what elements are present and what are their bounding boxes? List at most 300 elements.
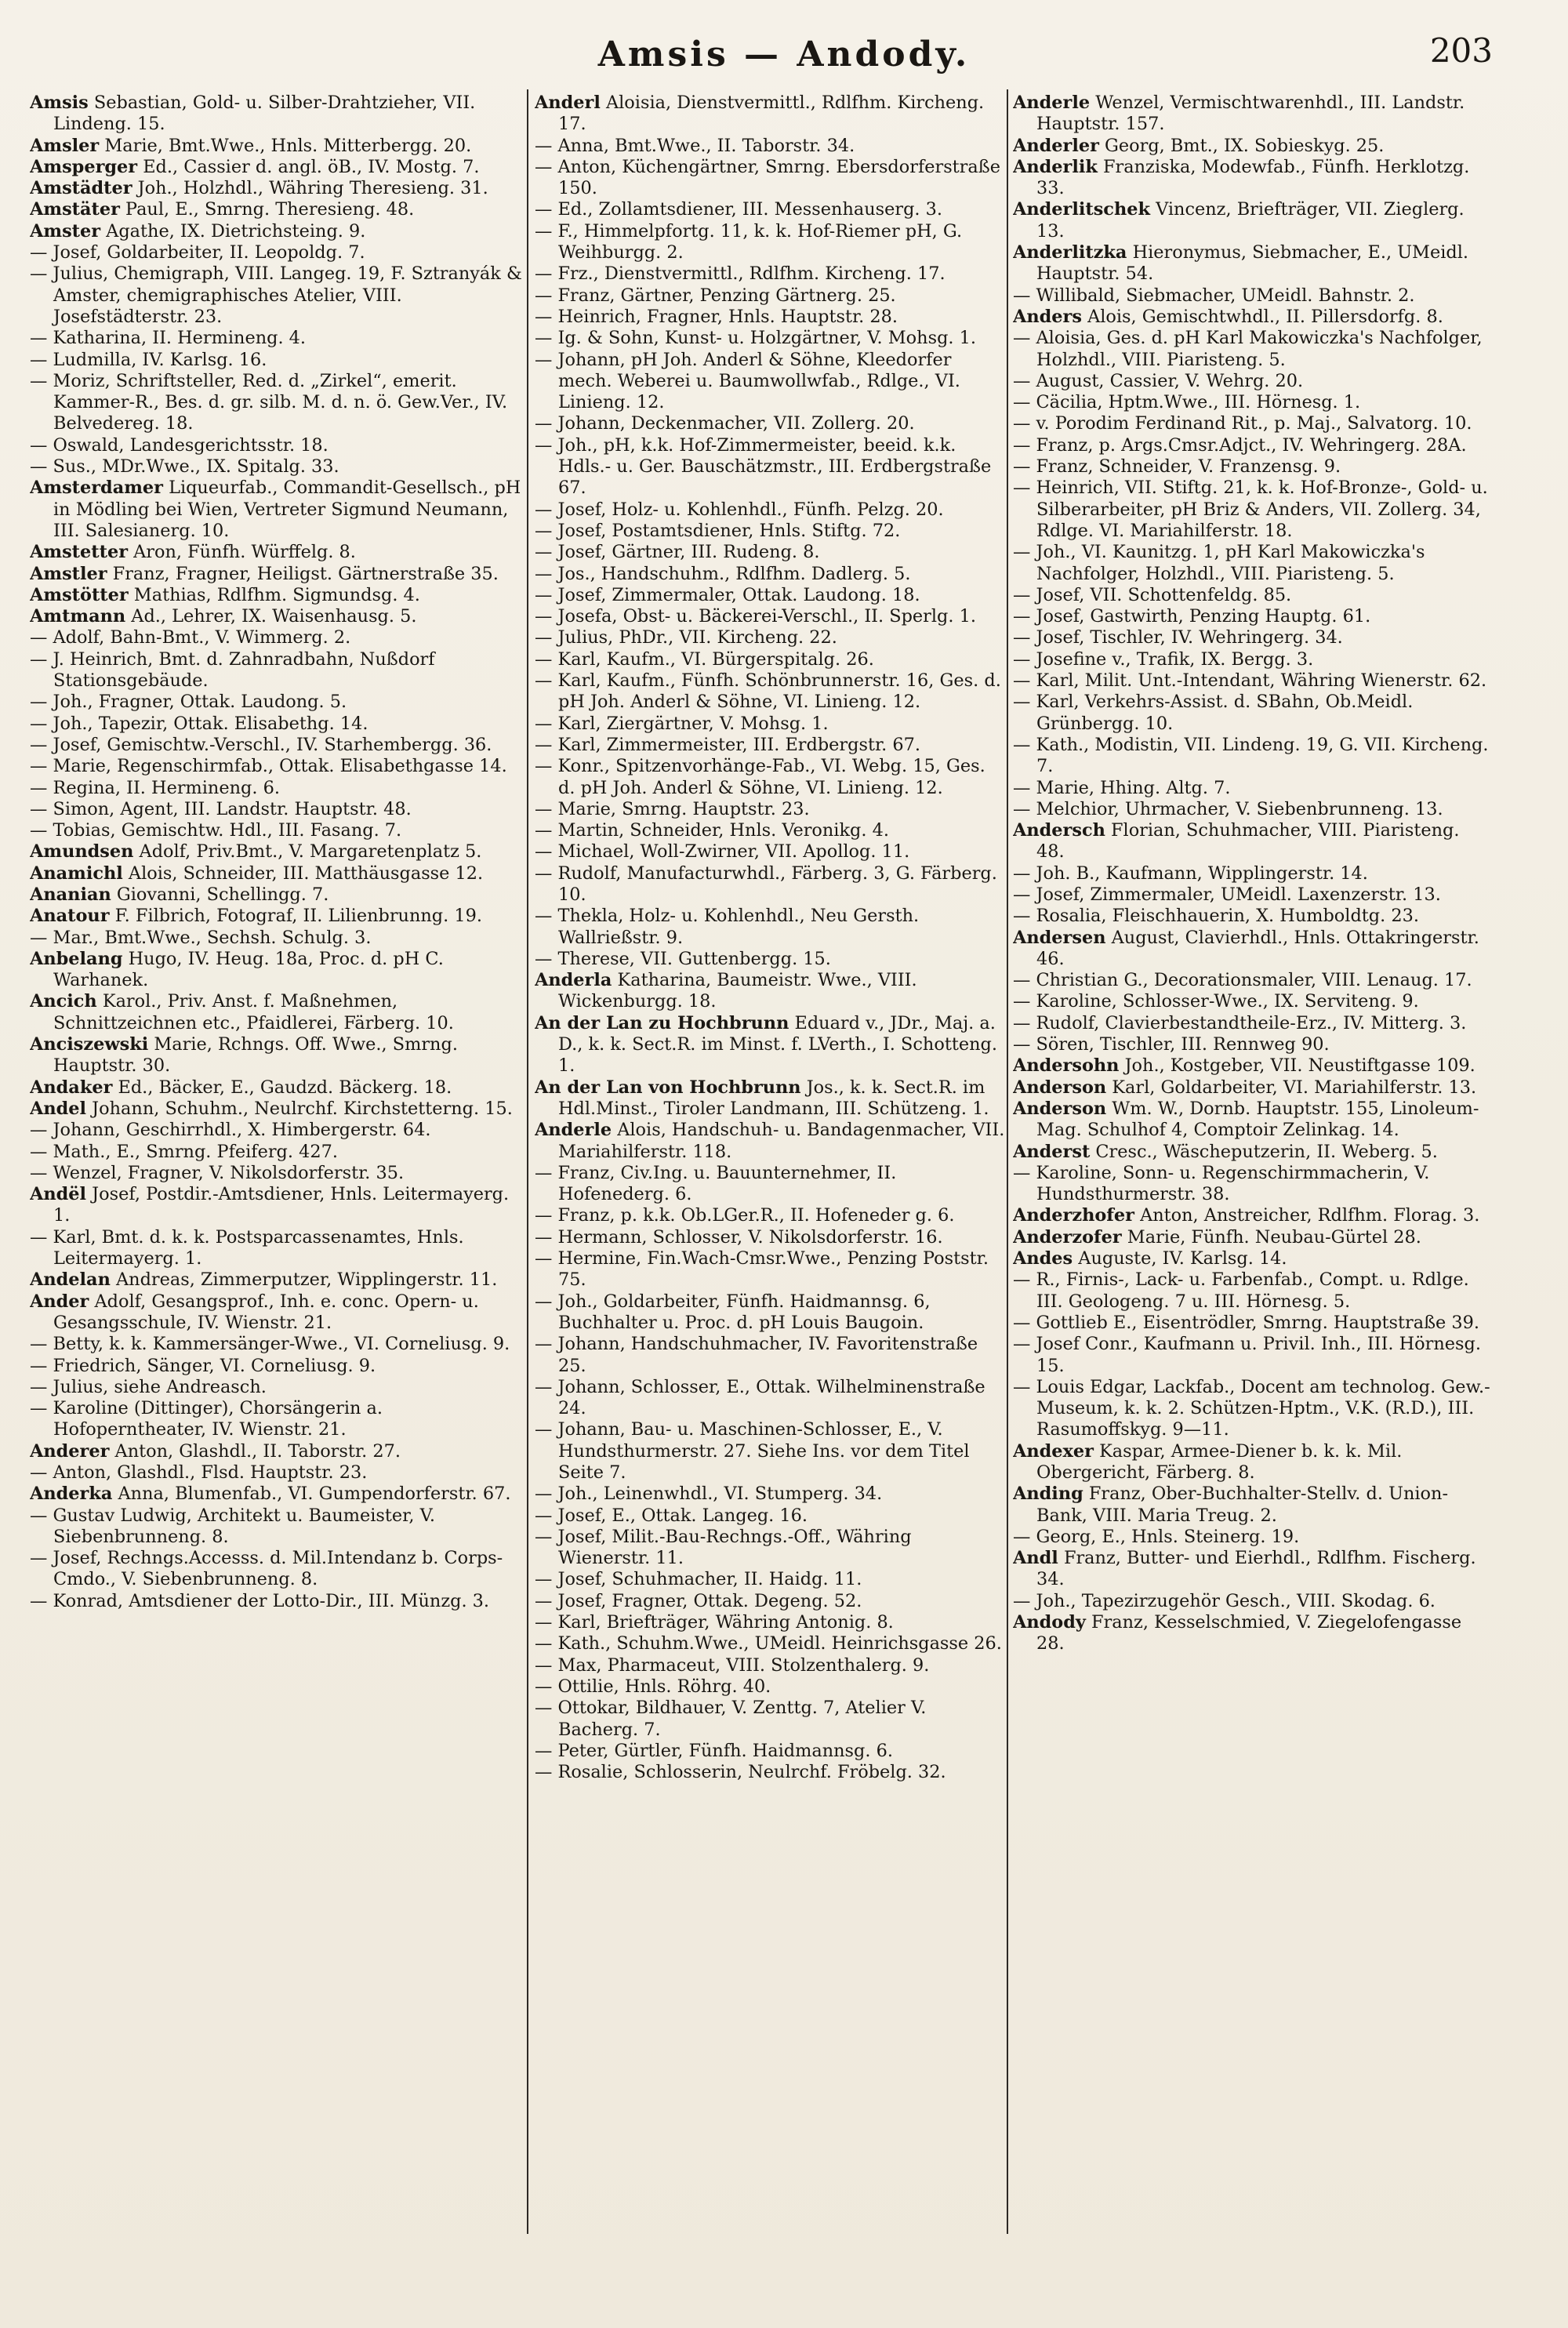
entry-details: Kaspar, Armee-Diener b. k. k. Mil. Obergericht, Färberg. 8. <box>1036 1440 1403 1483</box>
entry-details: Josef, Postdir.-Amtsdiener, Hnls. Leitermayerg. 1. <box>53 1184 510 1226</box>
entry-details: Franz, Kesselschmied, V. Ziegelofengasse 28. <box>1036 1612 1462 1654</box>
directory-entry <box>1013 285 1491 307</box>
directory-entry <box>1013 542 1491 585</box>
entry-details: Alois, Gemischtwhdl., II. Pillersdorfg. 8. <box>1081 306 1443 327</box>
directory-entry <box>535 906 1005 949</box>
entry-details: Ed., Cassier d. angl. öB., IV. Mostg. 7. <box>137 156 480 177</box>
entry-details: — Frz., Dienstvermittl., Rdlfhm. Kircheng. 17. <box>535 263 946 285</box>
directory-entry <box>1013 1548 1491 1591</box>
entry-details: Hugo, IV. Heug. 18a, Proc. d. pH C. Warhanek. <box>53 948 444 991</box>
entry-surname: Anderson <box>1013 1077 1107 1098</box>
directory-entry <box>535 136 1005 157</box>
directory-entry <box>30 1227 525 1270</box>
entry-details: — Josef, Postamtsdiener, Hnls. Stiftg. 72. <box>535 520 901 541</box>
directory-entry <box>1013 778 1491 799</box>
directory-entry <box>30 778 525 799</box>
entry-details: — Johann, Deckenmacher, VII. Zollerg. 20. <box>535 413 915 434</box>
entry-details: — Karoline, Schlosser-Wwe., IX. Serviteng. 9. <box>1013 991 1419 1012</box>
entry-details: — Rosalie, Schlosserin, Neulrchf. Fröbelg. 32. <box>535 1762 946 1783</box>
entry-details: — Marie, Smrng. Hauptstr. 23. <box>535 798 810 819</box>
entry-details: — Josef, Milit.-Bau-Rechngs.-Off., Währing Wienerstr. 11. <box>535 1526 912 1569</box>
directory-entry <box>535 1120 1005 1163</box>
entry-details: Aloisia, Dienstvermittl., Rdlfhm. Kircheng. 17. <box>558 93 985 135</box>
entry-details: Hieronymus, Siebmacher, E., UMeidl. Hauptstr. 54. <box>1036 242 1469 285</box>
entry-details: — Willibald, Siebmacher, UMeidl. Bahnstr. 2. <box>1013 285 1415 306</box>
entry-surname: Anderle <box>535 1120 612 1141</box>
entry-surname: Anatour <box>30 906 110 927</box>
directory-entry <box>535 435 1005 499</box>
directory-entry <box>535 199 1005 220</box>
entry-details: — Gottlieb E., Eisentrödler, Smrng. Hauptstraße 39. <box>1013 1312 1480 1333</box>
entry-details: — R., Firnis-, Lack- u. Farbenfab., Compt. u. Rdlge. III. Geologeng. 7 u. III. Hörnesg. 5. <box>1013 1269 1469 1312</box>
entry-surname: Anbelang <box>30 948 123 969</box>
directory-entry <box>30 478 525 542</box>
directory-entry <box>30 735 525 756</box>
directory-entry <box>30 93 525 136</box>
directory-entry <box>535 820 1005 841</box>
entry-details: Marie, Bmt.Wwe., Hnls. Mitterbergg. 20. <box>99 135 472 156</box>
directory-entry <box>30 328 525 349</box>
directory-entry <box>535 1762 1005 1783</box>
entry-details: — Georg, E., Hnls. Steinerg. 19. <box>1013 1526 1300 1547</box>
directory-entry <box>535 1248 1005 1291</box>
entry-details: Andreas, Zimmerputzer, Wipplingerstr. 11. <box>110 1269 498 1291</box>
directory-entry <box>1013 799 1491 820</box>
entry-surname: Anderka <box>30 1484 113 1505</box>
entry-details: — Betty, k. k. Kammersänger-Wwe., VI. Corneliusg. 9. <box>30 1334 510 1355</box>
entry-details: — Joh., Tapezir, Ottak. Elisabethg. 14. <box>30 713 368 734</box>
entry-details: Eduard v., JDr., Maj. a. D., k. k. Sect.R. im Minst. f. LVerth., I. Schotteng. 1. <box>558 1012 997 1077</box>
entry-details: — Franz, Civ.Ing. u. Bauunternehmer, II. Hofenederg. 6. <box>535 1162 897 1205</box>
entry-details: — Karl, Kaufm., VI. Bürgerspitalg. 26. <box>535 648 874 670</box>
directory-entry <box>1013 478 1491 542</box>
entry-details: F. Filbrich, Fotograf, II. Lilienbrunng. 19. <box>109 906 482 927</box>
entry-details: — Ottokar, Bildhauer, V. Zenttg. 7, Atelier V. Bacherg. 7. <box>535 1698 927 1740</box>
directory-entry <box>1013 1055 1491 1077</box>
directory-entry <box>30 136 525 157</box>
entry-details: — Franz, Schneider, V. Franzensg. 9. <box>1013 456 1341 478</box>
entry-details: — Oswald, Landesgerichtsstr. 18. <box>30 434 328 456</box>
entry-details: Franz, Ober-Buchhalter-Stellv. d. Union-Bank, VIII. Maria Treug. 2. <box>1036 1484 1449 1526</box>
directory-entry <box>30 263 525 328</box>
entry-details: — Hermine, Fin.Wach-Cmsr.Wwe., Penzing Poststr. 75. <box>535 1248 989 1291</box>
directory-entry <box>1013 1377 1491 1441</box>
directory-entry <box>30 1077 525 1099</box>
entry-surname: Amstötter <box>30 584 129 605</box>
entry-surname: Anciszewski <box>30 1034 149 1055</box>
entry-details: — Anna, Bmt.Wwe., II. Taborstr. 34. <box>535 135 855 156</box>
entry-details: — Anton, Glashdl., Flsd. Hauptstr. 23. <box>30 1462 368 1483</box>
entry-details: — Julius, PhDr., VII. Kircheng. 22. <box>535 627 837 648</box>
entry-surname: Amster <box>30 220 101 242</box>
entry-details: Anton, Anstreicher, Rdlfhm. Florag. 3. <box>1134 1205 1480 1226</box>
entry-surname: Ander <box>30 1291 89 1312</box>
directory-entry <box>30 1034 525 1077</box>
directory-entry <box>535 93 1005 136</box>
directory-entry <box>535 1163 1005 1206</box>
entry-details: Vincenz, Briefträger, VII. Zieglerg. 13. <box>1036 199 1465 242</box>
directory-entry <box>1013 906 1491 927</box>
directory-entry <box>1013 93 1491 136</box>
entry-details: — Karl, Verkehrs-Assist. d. SBahn, Ob.Meidl. Grünbergg. 10. <box>1013 692 1414 734</box>
entry-details: Mathias, Rdlfhm. Sigmundsg. 4. <box>128 584 420 605</box>
directory-entry <box>535 949 1005 970</box>
entry-details: Auguste, IV. Karlsg. 14. <box>1073 1248 1287 1269</box>
entry-surname: Anderlik <box>1013 156 1098 177</box>
entry-surname: Amstäter <box>30 199 120 220</box>
directory-entry <box>30 542 525 563</box>
directory-entry <box>535 1741 1005 1762</box>
entry-details: Joh., Holzhdl., Währing Theresieng. 31. <box>132 178 488 199</box>
entry-details: — Johann, Handschuhmacher, IV. Favoritenstraße 25. <box>535 1334 978 1376</box>
entry-details: Aron, Fünfh. Würffelg. 8. <box>128 542 356 563</box>
entry-details: Marie, Fünfh. Neubau-Gürtel 28. <box>1121 1226 1421 1248</box>
entry-details: Wenzel, Vermischtwarenhdl., III. Landstr. Hauptstr. 157. <box>1036 93 1465 135</box>
directory-entry <box>30 371 525 435</box>
entry-details: — Peter, Gürtler, Fünfh. Haidmannsg. 6. <box>535 1740 893 1761</box>
directory-entry <box>1013 371 1491 392</box>
entry-details: Adolf, Gesangsprof., Inh. e. conc. Opern- u. Gesangsschule, IV. Wienstr. 21. <box>53 1291 479 1333</box>
entry-details: — Konr., Spitzenvorhänge-Fab., VI. Webg. 15, Ges. d. pH Joh. Anderl & Söhne, VI. Linieng. 12. <box>535 756 985 798</box>
directory-entry <box>1013 1013 1491 1034</box>
directory-entry <box>30 178 525 199</box>
directory-entry <box>1013 199 1491 242</box>
entry-details: Georg, Bmt., IX. Sobieskyg. 25. <box>1098 135 1385 156</box>
directory-entry <box>535 413 1005 434</box>
directory-entry <box>1013 1313 1491 1334</box>
directory-entry <box>30 863 525 884</box>
entry-details: — Hermann, Schlosser, V. Nikolsdorferstr. 16. <box>535 1226 943 1248</box>
entry-details: — Ed., Zollamtsdiener, III. Messenhauserg. 3. <box>535 199 943 220</box>
entry-details: — Thekla, Holz- u. Kohlenhdl., Neu Gersth. Wallrießstr. 9. <box>535 906 920 948</box>
directory-entry <box>1013 1441 1491 1484</box>
entry-details: Jos., k. k. Sect.R. im Hdl.Minst., Tiroler Landmann, III. Schützeng. 1. <box>558 1077 989 1119</box>
entry-details: Ad., Lehrer, IX. Waisenhausg. 5. <box>125 606 417 627</box>
entry-surname: Amundsen <box>30 841 134 863</box>
entry-surname: Andersen <box>1013 927 1106 948</box>
directory-entry <box>535 521 1005 542</box>
entry-details: — Anton, Küchengärtner, Smrng. Ebersdorferstraße 150. <box>535 156 1000 199</box>
entry-details: — F., Himmelpfortg. 11, k. k. Hof-Riemer pH, G. Weihburgg. 2. <box>535 220 963 263</box>
entry-details: Johann, Schuhm., Neulrchf. Kirchstetterng. 15. <box>86 1098 513 1119</box>
entry-details: — Karoline (Dittinger), Chorsängerin a. Hofoperntheater, IV. Wienstr. 21. <box>30 1398 383 1440</box>
entry-details: — Franz, p. Args.Cmsr.Adjct., IV. Wehringerg. 28A. <box>1013 434 1467 456</box>
entry-details: — Tobias, Gemischtw. Hdl., III. Fasang. 7. <box>30 820 402 841</box>
entry-surname: Anderla <box>535 970 612 991</box>
directory-entry <box>535 585 1005 606</box>
directory-entry <box>535 841 1005 863</box>
directory-entry <box>30 820 525 841</box>
directory-column-3 <box>1013 93 1491 2250</box>
entry-surname: Amstädter <box>30 178 132 199</box>
directory-entry <box>1013 136 1491 157</box>
entry-surname: Andersch <box>1013 820 1105 841</box>
entry-details: — Josef, E., Ottak. Langeg. 16. <box>535 1505 808 1526</box>
directory-entry <box>535 1655 1005 1676</box>
directory-entry <box>1013 884 1491 906</box>
entry-surname: Anderst <box>1013 1141 1091 1162</box>
entry-details: — Friedrich, Sänger, VI. Corneliusg. 9. <box>30 1355 376 1376</box>
entry-details: Franz, Butter- und Eierhdl., Rdlfhm. Fischerg. 34. <box>1036 1548 1476 1590</box>
entry-details: — Karl, Ziergärtner, V. Mohsg. 1. <box>535 713 829 734</box>
directory-entry <box>1013 670 1491 692</box>
entry-details: — Karl, Zimmermeister, III. Erdbergstr. 67. <box>535 734 921 755</box>
entry-surname: Andes <box>1013 1248 1073 1269</box>
page-number: 203 <box>1429 31 1493 70</box>
directory-entry <box>1013 1612 1491 1655</box>
directory-entry <box>535 1377 1005 1420</box>
entry-surname: Andelan <box>30 1269 111 1291</box>
entry-details: — Josef, VII. Schottenfeldg. 85. <box>1013 584 1292 605</box>
entry-surname: Anderzhofer <box>1013 1205 1134 1226</box>
directory-entry <box>535 1227 1005 1248</box>
entry-details: — Johann, Schlosser, E., Ottak. Wilhelminenstraße 24. <box>535 1376 985 1419</box>
entry-details: — Ottilie, Hnls. Röhrg. 40. <box>535 1676 771 1697</box>
entry-details: — Josef, Gastwirth, Penzing Hauptg. 61. <box>1013 606 1371 627</box>
entry-details: — Sus., MDr.Wwe., IX. Spitalg. 33. <box>30 456 339 478</box>
entry-details: — Josef, Zimmermaler, UMeidl. Laxenzerstr. 13. <box>1013 884 1441 905</box>
directory-entry <box>535 1633 1005 1654</box>
entry-surname: Amstetter <box>30 542 128 563</box>
entry-details: — Karl, Milit. Unt.-Intendant, Währing Wienerstr. 62. <box>1013 670 1487 692</box>
directory-entry <box>30 199 525 220</box>
directory-entry <box>1013 970 1491 991</box>
directory-entry <box>535 1676 1005 1698</box>
directory-entry <box>30 1484 525 1505</box>
entry-details: — Joh., Leinenwhdl., VI. Stumperg. 34. <box>535 1484 883 1505</box>
directory-entry <box>30 841 525 863</box>
directory-entry <box>1013 157 1491 200</box>
directory-entry <box>535 1591 1005 1612</box>
directory-entry <box>30 242 525 263</box>
directory-entry <box>1013 606 1491 627</box>
entry-details: — Josef, Gemischtw.-Verschl., IV. Starhembergg. 36. <box>30 734 492 755</box>
entry-details: Wm. W., Dornb. Hauptstr. 155, Linoleum-Mag. Schulhof 4, Comptoir Zelinkag. 14. <box>1036 1098 1479 1141</box>
entry-details: — Sören, Tischler, III. Rennweg 90. <box>1013 1034 1330 1055</box>
directory-entry <box>535 285 1005 307</box>
directory-entry <box>30 649 525 692</box>
entry-details: — Rosalia, Fleischhauerin, X. Humboldtg. 23. <box>1013 906 1419 927</box>
directory-entry <box>30 1548 525 1591</box>
entry-details: — Ig. & Sohn, Kunst- u. Holzgärtner, V. Mohsg. 1. <box>535 328 976 349</box>
entry-surname: Amsis <box>30 93 89 113</box>
entry-surname: Anderer <box>30 1440 110 1462</box>
directory-entry <box>30 1505 525 1549</box>
entry-surname: An der Lan von Hochbrunn <box>535 1077 801 1098</box>
entry-details: — Kath., Schuhm.Wwe., UMeidl. Heinrichsgasse 26. <box>535 1633 1002 1654</box>
directory-entry <box>30 435 525 456</box>
directory-entry <box>535 970 1005 1013</box>
entry-details: — Michael, Woll-Zwirner, VII. Apollog. 11. <box>535 841 910 863</box>
entry-details: — Louis Edgar, Lackfab., Docent am technolog. Gew.-Museum, k. k. 2. Schützen-Hptm., V.K. (R.D.), III. Rasumoffskyg. 9—11. <box>1013 1376 1490 1440</box>
entry-details: — Konrad, Amtsdiener der Lotto-Dir., III. Münzg. 3. <box>30 1590 490 1611</box>
directory-entry <box>1013 863 1491 884</box>
entry-details: — Ludmilla, IV. Karlsg. 16. <box>30 349 267 370</box>
directory-entry <box>1013 1527 1491 1548</box>
entry-details: — Josef, Schuhmacher, II. Haidg. 11. <box>535 1569 862 1590</box>
entry-details: — Karl, Briefträger, Währing Antonig. 8. <box>535 1612 894 1633</box>
entry-details: — Johann, pH Joh. Anderl & Söhne, Kleedorfer mech. Weberei u. Baumwollwfab., Rdlge., VI. Linieng. 12. <box>535 349 960 413</box>
directory-entry <box>1013 307 1491 328</box>
directory-entry <box>535 714 1005 735</box>
directory-entry <box>1013 649 1491 670</box>
directory-entry <box>535 863 1005 906</box>
entry-details: — J. Heinrich, Bmt. d. Zahnradbahn, Nußdorf Stationsgebäude. <box>30 648 435 692</box>
entry-details: — Marie, Regenschirmfab., Ottak. Elisabethgasse 14. <box>30 756 507 777</box>
directory-entry <box>1013 328 1491 371</box>
entry-details: Florian, Schuhmacher, VIII. Piaristeng. 48. <box>1036 820 1460 863</box>
directory-entry <box>30 1398 525 1441</box>
directory-entry <box>535 1291 1005 1335</box>
directory-entry <box>535 1419 1005 1484</box>
entry-details: — Therese, VII. Guttenbergg. 15. <box>535 948 831 969</box>
entry-details: Franziska, Modewfab., Fünfh. Herklotzg. 33. <box>1036 156 1470 199</box>
directory-entry <box>30 1184 525 1227</box>
directory-entry <box>30 350 525 371</box>
entry-surname: Anderler <box>1013 135 1099 156</box>
directory-entry <box>1013 1099 1491 1142</box>
directory-entry <box>535 499 1005 521</box>
entry-details: — Joh., Fragner, Ottak. Laudong. 5. <box>30 692 347 713</box>
directory-entry <box>30 1334 525 1355</box>
entry-details: — Adolf, Bahn-Bmt., V. Wimmerg. 2. <box>30 627 351 648</box>
directory-entry <box>535 799 1005 820</box>
directory-entry <box>30 1462 525 1484</box>
entry-details: — Karl, Kaufm., Fünfh. Schönbrunnerstr. 16, Ges. d. pH Joh. Anderl & Söhne, VI. Linieng. 12. <box>535 670 1001 713</box>
entry-details: Agathe, IX. Dietrichsteing. 9. <box>100 220 366 242</box>
entry-surname: Amstler <box>30 563 107 584</box>
directory-entry <box>535 1013 1005 1077</box>
entry-surname: Andaker <box>30 1077 113 1098</box>
directory-entry <box>535 1077 1005 1120</box>
entry-details: — v. Porodim Ferdinand Rit., p. Maj., Salvatorg. 10. <box>1013 413 1472 434</box>
entry-details: Marie, Rchngs. Off. Wwe., Smrng. Hauptstr. 30. <box>53 1034 458 1077</box>
entry-details: — Gustav Ludwig, Architekt u. Baumeister, V. Siebenbrunneng. 8. <box>30 1505 435 1547</box>
directory-entry <box>535 157 1005 200</box>
directory-entry <box>535 328 1005 349</box>
entry-details: — Regina, II. Hermineng. 6. <box>30 777 280 798</box>
entry-details: Joh., Kostgeber, VII. Neustiftgasse 109. <box>1119 1055 1475 1077</box>
directory-entry <box>535 606 1005 627</box>
entry-details: — Jos., Handschuhm., Rdlfhm. Dadlerg. 5. <box>535 563 911 584</box>
entry-details: — Joh., pH, k.k. Hof-Zimmermeister, beeid. k.k. Hdls.- u. Ger. Bauschätzmstr., III. Erdbergstraße 67. <box>535 434 992 499</box>
entry-details: — Josef, Fragner, Ottak. Degeng. 52. <box>535 1590 862 1611</box>
directory-entry <box>1013 1248 1491 1269</box>
entry-details: Karol., Priv. Anst. f. Maßnehmen, Schnittzeichnen etc., Pfaidlerei, Färberg. 10. <box>53 991 454 1033</box>
entry-details: Alois, Handschuh- u. Bandagenmacher, VII. Mariahilferstr. 118. <box>558 1120 1005 1162</box>
directory-entry <box>1013 820 1491 863</box>
directory-entry <box>30 1120 525 1141</box>
directory-entry <box>535 1569 1005 1590</box>
entry-surname: Amsterdamer <box>30 478 163 499</box>
page-title: Amsis — Andody. <box>597 35 971 74</box>
directory-entry <box>30 1269 525 1291</box>
directory-entry <box>535 1527 1005 1570</box>
directory-entry <box>535 564 1005 585</box>
directory-entry <box>30 1099 525 1120</box>
entry-surname: Andl <box>1013 1548 1058 1569</box>
directory-entry <box>30 456 525 478</box>
entry-surname: Andersohn <box>1013 1055 1120 1077</box>
directory-entry <box>30 906 525 927</box>
entry-surname: Ananian <box>30 884 111 905</box>
directory-entry <box>30 692 525 713</box>
directory-entry <box>30 1441 525 1462</box>
directory-entry <box>535 350 1005 414</box>
directory-entry <box>1013 456 1491 478</box>
directory-entry <box>1013 1269 1491 1313</box>
directory-entry <box>1013 1227 1491 1248</box>
directory-column-2 <box>535 93 1005 2250</box>
entry-surname: Andel <box>30 1098 87 1119</box>
entry-details: — Kath., Modistin, VII. Lindeng. 19, G. VII. Kircheng. 7. <box>1013 734 1489 777</box>
directory-entry <box>30 799 525 820</box>
entry-surname: Andody <box>1013 1612 1086 1633</box>
directory-entry <box>30 1591 525 1612</box>
directory-column-1 <box>30 93 525 2250</box>
directory-entry <box>535 1205 1005 1226</box>
entry-surname: Anderl <box>535 93 601 113</box>
directory-entry <box>1013 392 1491 413</box>
directory-entry <box>30 1356 525 1377</box>
directory-entry <box>1013 735 1491 778</box>
directory-entry <box>535 1505 1005 1527</box>
entry-details: — Christian G., Decorationsmaler, VIII. Lenaug. 17. <box>1013 970 1472 991</box>
entry-details: — Mar., Bmt.Wwe., Sechsh. Schulg. 3. <box>30 927 372 948</box>
entry-details: — Franz, Gärtner, Penzing Gärtnerg. 25. <box>535 285 896 306</box>
entry-details: — Julius, siehe Andreasch. <box>30 1376 267 1397</box>
directory-entry <box>1013 928 1491 971</box>
column-divider <box>1007 89 1008 2234</box>
directory-entry <box>30 884 525 906</box>
entry-details: Ed., Bäcker, E., Gaudzd. Bäckerg. 18. <box>112 1077 452 1098</box>
directory-entry <box>1013 627 1491 648</box>
directory-entry <box>535 542 1005 563</box>
entry-details: August, Clavierhdl., Hnls. Ottakringerstr. 46. <box>1036 927 1479 969</box>
entry-surname: Amsler <box>30 135 100 156</box>
entry-details: — Karl, Bmt. d. k. k. Postsparcassenamtes, Hnls. Leitermayerg. 1. <box>30 1226 464 1269</box>
entry-details: — Josefine v., Trafik, IX. Bergg. 3. <box>1013 648 1314 670</box>
entry-details: — Heinrich, Fragner, Hnls. Hauptstr. 28. <box>535 306 898 327</box>
entry-details: Anton, Glashdl., II. Taborstr. 27. <box>109 1440 401 1462</box>
directory-entry <box>1013 585 1491 606</box>
entry-surname: Andexer <box>1013 1440 1094 1462</box>
directory-entry <box>1013 991 1491 1012</box>
entry-details: Franz, Fragner, Heiligst. Gärtnerstraße 35. <box>107 563 499 584</box>
directory-entry <box>30 564 525 585</box>
entry-details: — Joh. B., Kaufmann, Wipplingerstr. 14. <box>1013 863 1368 884</box>
directory-entry <box>535 221 1005 264</box>
directory-entry <box>30 221 525 242</box>
directory-entry <box>535 756 1005 799</box>
running-head <box>0 30 1568 85</box>
directory-entry <box>30 1163 525 1184</box>
entry-surname: Ancich <box>30 991 97 1012</box>
entry-details: — Wenzel, Fragner, V. Nikolsdorferstr. 35. <box>30 1162 405 1183</box>
entry-details: — Josef, Rechngs.Accesss. d. Mil.Intendanz b. Corps-Cmdo., V. Siebenbrunneng. 8. <box>30 1548 503 1590</box>
entry-details: — Rudolf, Clavierbestandtheile-Erz., IV. Mitterg. 3. <box>1013 1012 1467 1033</box>
entry-surname: An der Lan zu Hochbrunn <box>535 1012 789 1033</box>
entry-details: — Marie, Hhing. Altg. 7. <box>1013 777 1231 798</box>
directory-entry <box>535 735 1005 756</box>
entry-surname: Anding <box>1013 1484 1083 1505</box>
directory-entry <box>30 606 525 627</box>
entry-surname: Anamichl <box>30 863 123 884</box>
entry-details: — Karoline, Sonn- u. Regenschirmmacherin, V. Hundsthurmerstr. 38. <box>1013 1162 1430 1205</box>
entry-surname: Anderlitschek <box>1013 199 1150 220</box>
directory-entry <box>1013 413 1491 434</box>
directory-entry <box>1013 1484 1491 1527</box>
